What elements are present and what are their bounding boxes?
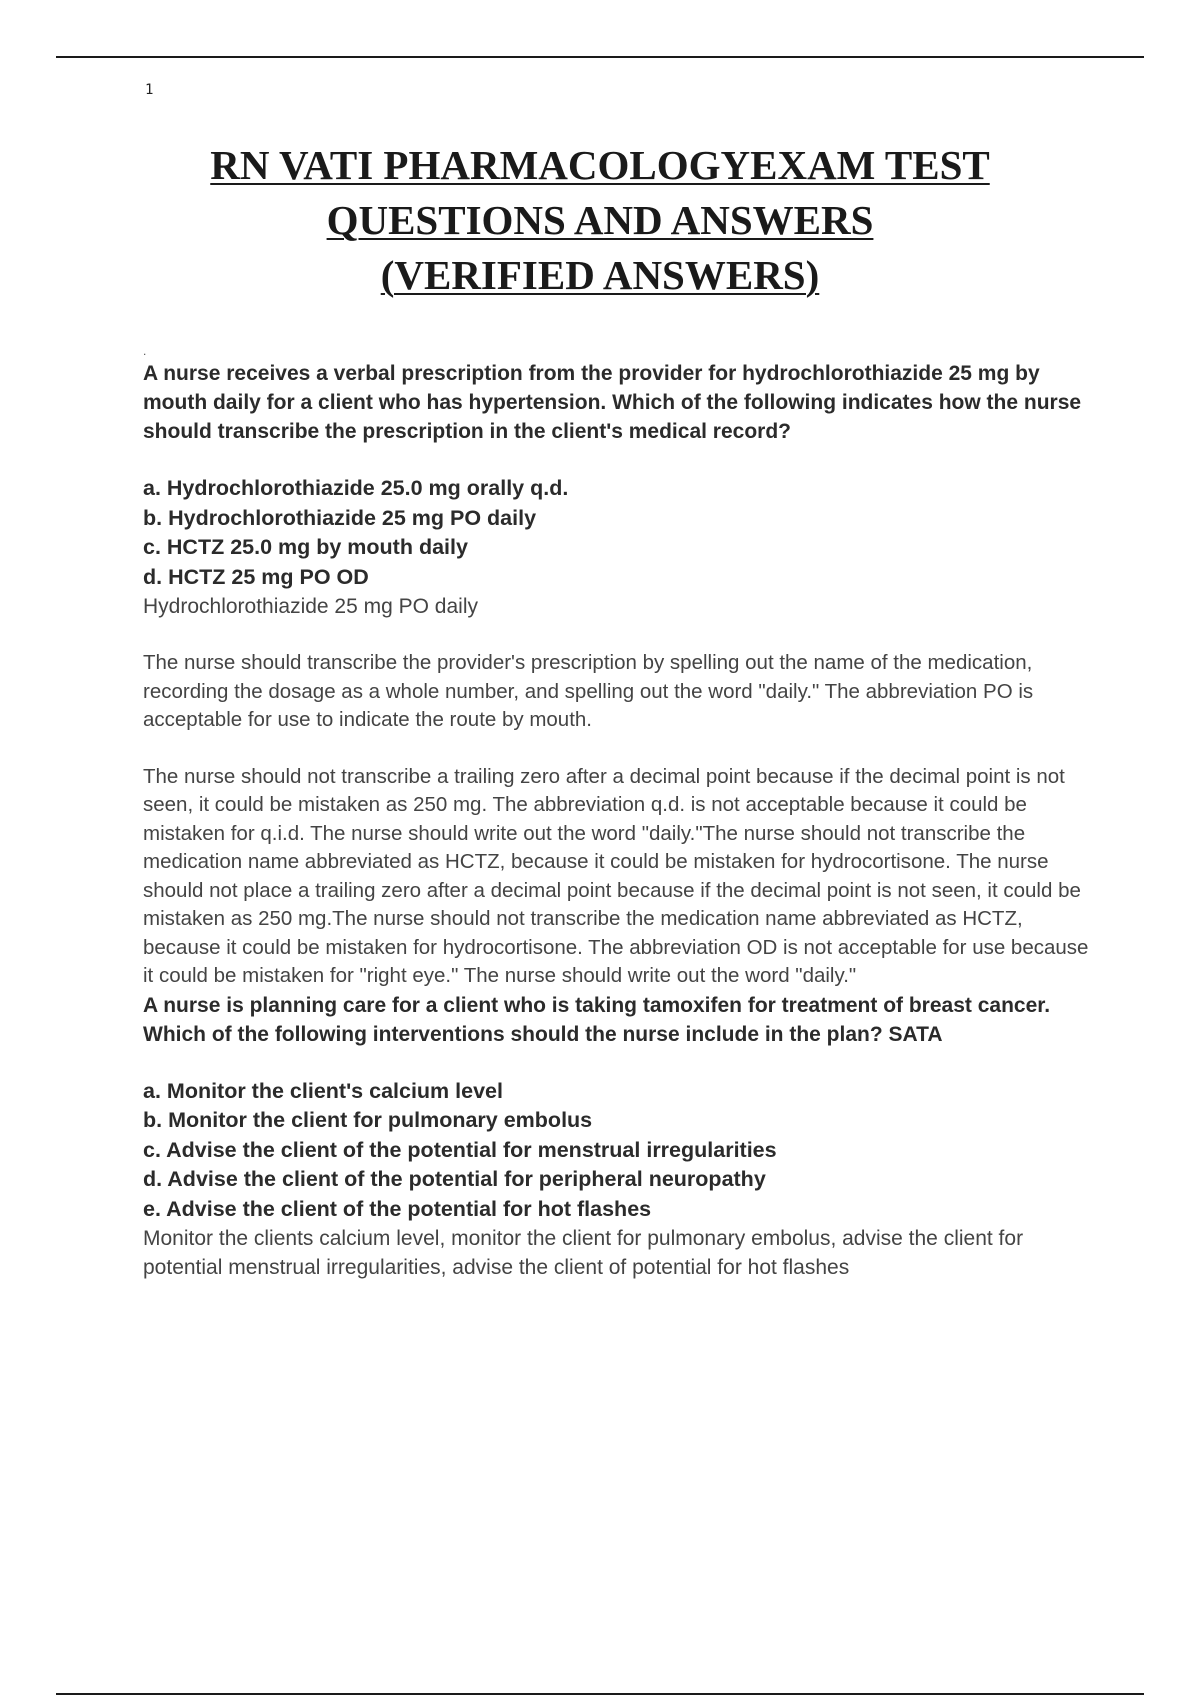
option-item: a. Monitor the client's calcium level [143,1078,503,1103]
option-item: c. HCTZ 25.0 mg by mouth daily [143,535,468,559]
bottom-rule [56,1693,1144,1695]
option-item: b. Monitor the client for pulmonary embolus [143,1108,593,1132]
rationale-paragraph: The nurse should transcribe the provider's prescription by spelling out the name of the medication, recording the dosage as a whole number, and spelling out the word "daily." The abbreviation PO is acceptable for use to indicate the route by mouth. [143,651,1034,731]
option-list [143,1077,1103,1225]
rationale-paragraph: The nurse should not transcribe a trailing zero after a decimal point because if the decimal point is not seen, it could be mistaken as 250 mg. The abbreviation q.d. is not acceptable because it could be mistaken for q.i.d. The nurse should write out the word "daily."The nurse should not transcribe the medication name abbreviated as HCTZ, because it could be mistaken for hydrocortisone. The nurse should not place a trailing zero after a decimal point because if the decimal point is not seen, it could be mistaken as 250 mg.The nurse should not transcribe the medication name abbreviated as HCTZ, because it could be mistaken for hydrocortisone. The abbreviation OD is not acceptable for use because it could be mistaken for "right eye." The nurse should write out the word "daily." [143,764,1089,987]
document-title [90,138,1110,303]
title-line-2: QUESTIONS AND ANSWERS [326,197,874,243]
leading-mark: . [143,344,147,358]
option-item: b. Hydrochlorothiazide 25 mg PO daily [143,505,537,530]
question-stem: A nurse is planning care for a client who is taking tamoxifen for treatment of breast cancer. Which of the following interventions should the nurse include in the plan? SATA [143,993,1051,1046]
option-item: c. Advise the client of the potential for menstrual irregularities [143,1137,777,1162]
option-item: e. Advise the client of the potential for hot flashes [143,1196,652,1221]
question-stem: A nurse receives a verbal prescription from the provider for hydrochlorothiazide 25 mg by mouth daily for a client who has hypertension. Which of the following indicates how the nurse should transcribe the prescription in the client's medical record? [143,362,1082,443]
page-number: 1 [145,82,154,98]
question-2 [143,991,1103,1283]
document-body [143,345,1103,1282]
option-item: d. Advise the client of the potential for peripheral neuropathy [143,1167,766,1191]
option-item: d. HCTZ 25 mg PO OD [143,564,369,589]
top-rule [56,56,1144,58]
title-line-1: RN VATI PHARMACOLOGYEXAM TEST [210,142,990,188]
question-1 [143,359,1103,991]
answer-text: Hydrochlorothiazide 25 mg PO daily [143,595,478,618]
option-list [143,474,1103,592]
answer-text: Monitor the clients calcium level, monitor the client for pulmonary embolus, advise the client for potential menstrual irregularities, advise the client of potential for hot flashes [143,1227,1024,1279]
option-item: a. Hydrochlorothiazide 25.0 mg orally q.d. [143,476,569,500]
title-line-3: (VERIFIED ANSWERS) [380,252,820,298]
